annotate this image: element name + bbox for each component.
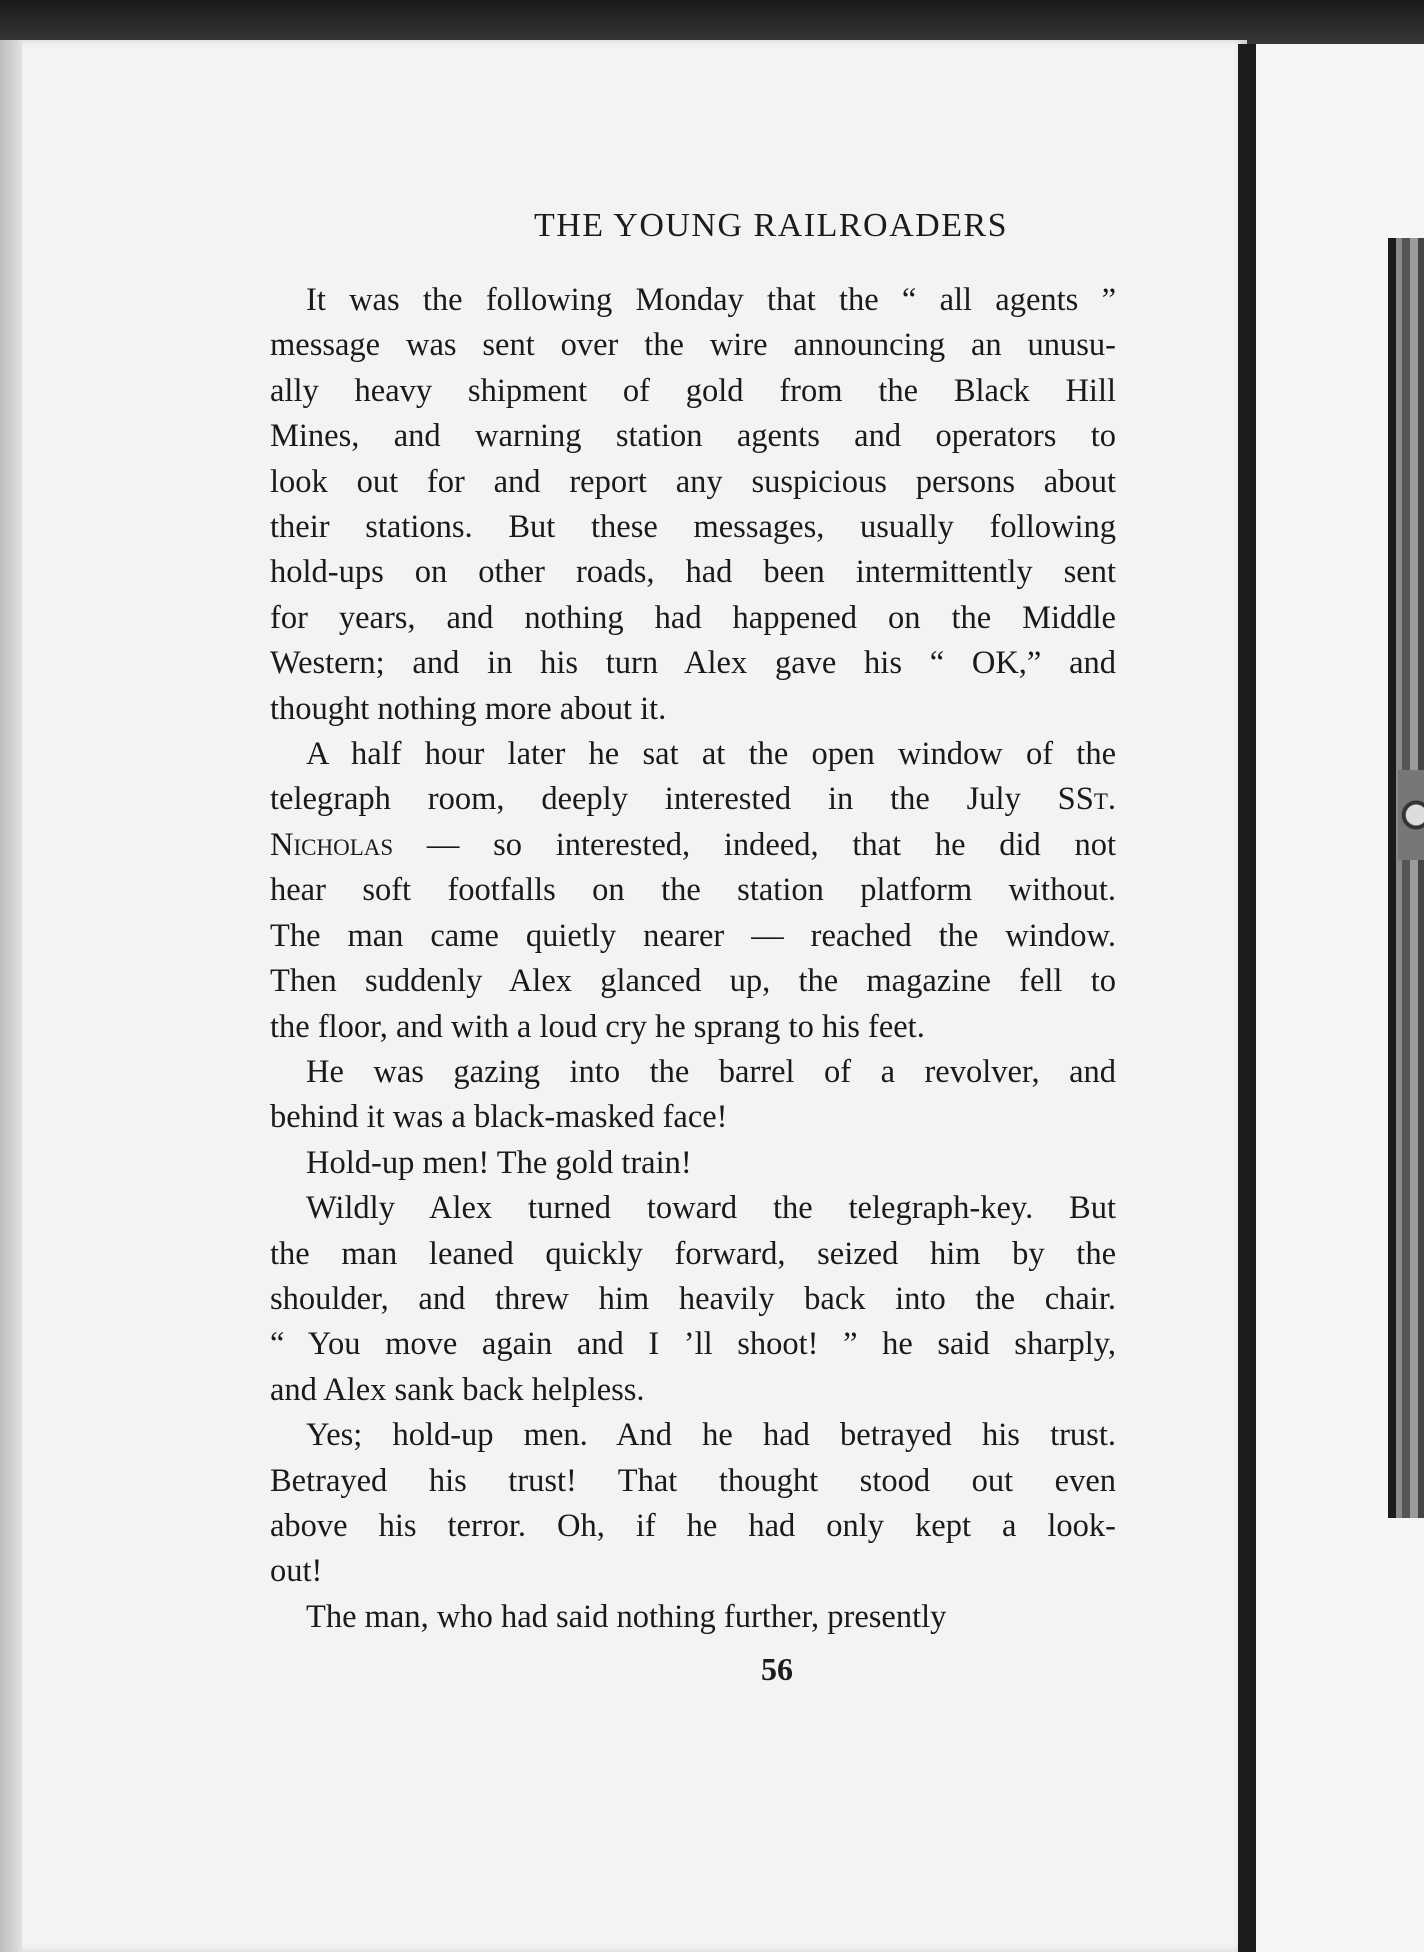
text-line: The man came quietly nearer — reached the window.	[270, 917, 1116, 954]
text-line: above his terror. Oh, if he had only kept a look-	[270, 1507, 1116, 1544]
text-line: hold-ups on other roads, had been intermittently sent	[270, 554, 1116, 591]
paragraph	[270, 1595, 1116, 1640]
text-line: Western; and in his turn Alex gave his “ OK,” and	[270, 645, 1116, 682]
text-line: behind it was a black-masked face!	[270, 1099, 728, 1136]
text-line: and Alex sank back helpless.	[270, 1371, 645, 1408]
text-line: It was the following Monday that the “ all agents ”	[306, 282, 1116, 318]
text-line: message was sent over the wire announcing an unusu-	[270, 327, 1116, 364]
illustration-detail	[1398, 770, 1424, 860]
text-line: Betrayed his trust! That thought stood out even	[270, 1462, 1116, 1499]
text-line: for years, and nothing had happened on the Middle	[270, 599, 1116, 636]
text-line: “ You move again and I ’ll shoot! ” he said sharply,	[270, 1326, 1116, 1363]
paragraph	[270, 1050, 1116, 1141]
paragraph	[270, 1141, 1116, 1186]
text-line: their stations. But these messages, usually following	[270, 509, 1116, 546]
text-line: Wildly Alex turned toward the telegraph-key. But	[306, 1190, 1116, 1227]
text-line: Nicholas — so interested, indeed, that he did not	[270, 826, 1116, 863]
page-number-text: 56	[761, 1651, 793, 1687]
body-text	[270, 278, 1116, 1640]
running-head	[0, 207, 1424, 245]
paragraph	[270, 732, 1116, 1050]
text-line: thought nothing more about it.	[270, 690, 667, 727]
paragraph	[270, 1413, 1116, 1595]
facing-illustration-edge	[1388, 238, 1424, 1518]
running-head-text: THE YOUNG RAILROADERS	[533, 207, 1009, 244]
paragraph	[270, 1186, 1116, 1413]
text-line: Then suddenly Alex glanced up, the magazine fell to	[270, 963, 1116, 1000]
text-line: telegraph room, deeply interested in the July SSt.	[270, 781, 1116, 818]
text-line: look out for and report any suspicious persons about	[270, 463, 1116, 500]
text-line: the floor, and with a loud cry he sprang to his feet.	[270, 1008, 925, 1045]
page-number	[0, 1651, 1424, 1688]
text-line: Hold-up men! The gold train!	[306, 1144, 692, 1181]
text-line: Mines, and warning station agents and operators to	[270, 418, 1116, 455]
text-line: A half hour later he sat at the open window of the	[306, 736, 1116, 773]
text-line: out!	[270, 1553, 323, 1590]
text-line: ally heavy shipment of gold from the Black Hill	[270, 372, 1116, 409]
text-line: hear soft footfalls on the station platform without.	[270, 872, 1116, 909]
text-line: The man, who had said nothing further, presently	[306, 1598, 947, 1635]
text-line: Yes; hold-up men. And he had betrayed his trust.	[306, 1417, 1116, 1454]
text-line: He was gazing into the barrel of a revolver, and	[306, 1053, 1116, 1090]
paragraph	[270, 278, 1116, 732]
text-line: shoulder, and threw him heavily back into the chair.	[270, 1280, 1116, 1317]
text-line: the man leaned quickly forward, seized him by the	[270, 1235, 1116, 1272]
